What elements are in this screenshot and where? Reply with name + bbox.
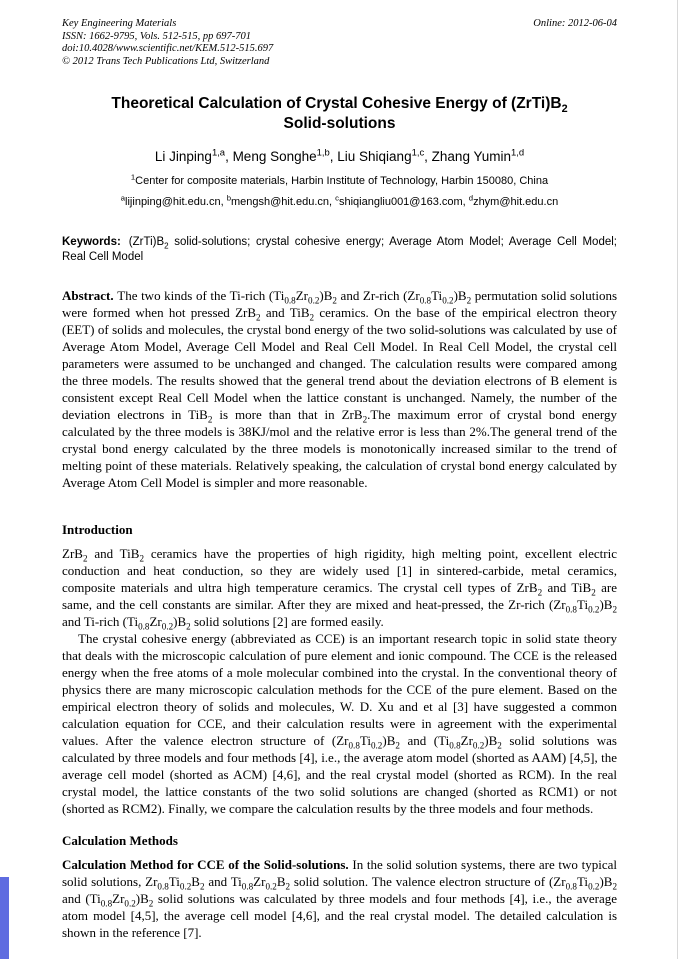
abstract-block (62, 287, 617, 491)
journal-name: Key Engineering Materials (62, 18, 177, 29)
authors-line: Li Jinping$^{1,a}$, Meng Songhe$^{1,b}$, Liu Shiqiang$^{1,c}$, Zhang Yumin$^{1,d}$ (154, 147, 525, 164)
keywords-text: $(ZrTi)B_2$ solid-solutions; crystal cohesive energy; Average Atom Model; Average Cell Model; Real Cell Model (62, 236, 617, 263)
online-date: Online: 2012-06-04 (533, 18, 617, 29)
emails-line: $^a$lijinping@hit.edu.cn, $^b$mengsh@hit.edu.cn, $^c$shiqiangliu001@163.com, $^d$zhym@hit.edu.cn (120, 193, 559, 208)
section-heading-calculation-methods: Calculation Methods (62, 833, 178, 848)
abstract-label: Abstract. (62, 288, 118, 303)
paper-title: Theoretical Calculation of Crystal Cohesive Energy of $(ZrTi)B_2$ Solid-solutions (111, 95, 568, 132)
calculation-method-lead: Calculation Method for CCE of the Solid-solutions. (62, 857, 353, 872)
abstract-text: The two kinds of the Ti-rich $(Ti_{0.8}Zr_{0.2})B_2$ and Zr-rich $(Zr_{0.8}Ti_{0.2})B_2$ permutation solid solutions were formed when hot pressed ZrB$_2$ and TiB$_2$ ceramics. On the base of the empirical electron theory (EET) of solids and molecules, the crystal bond energy of the two solid-solutions was calculated by use of Average Atom Model, Average Cell Model and Real Cell Model. In Real Cell Model, the crystal cell parameters were assumed to be unchanged and changed. The calculation results were compared among the three models. The results showed that the general trend about the deviation electrons of B element is consistent except Real Cell Model when the lattice constant is unchanged. Namely, the number of the deviation electrons in TiB$_2$ is more than that in ZrB$_2$.The maximum error of crystal bond energy calculated by the three models is 38KJ/mol and the relative error is less than 2%.The general trend of the crystal bond energy calculated by the three models is monotonically increased similar to the trend of melting point of these materials. Relatively speaking, the calculation of crystal bond energy calculated by Average Atom Cell Model is simpler and more reasonable. (62, 288, 618, 490)
intro-paragraph-2: The crystal cohesive energy (abbreviated as CCE) is an important research topic in solid state theory that deals with the microscopic calculation of pure element and ionic compound. The CCE is the released energy when the free atoms of a mole molecular combined into the crystal. In the conventional theory of physics there are many microscopic calculation methods for the CCE of the pure element. Based on the empirical electron theory of solids and molecules, W. D. Xu and et al [3] have suggested a common calculation equation for CCE, and their calculation results were in agreement with the experimental values. After the valence electron structure of $(Zr_{0.8}Ti_{0.2})B_2$ and $(Ti_{0.8}Zr_{0.2})B_2$ solid solutions was calculated by three models and four methods [4], i.e., the average atom model (shorted as AAM) [4,5], the average cell model (shorted as ACM) [4,6], and the real crystal model (shorted as RCM). In the real crystal model, the lattice constants of the two solid solutions are changed (shorted as RCM1) or not (shorted as RCM2). Finally, we compare the calculation results by the three models and four methods. (62, 631, 617, 816)
journal-header (62, 18, 617, 68)
keywords-block (62, 235, 617, 265)
section-heading-introduction: Introduction (62, 522, 133, 537)
blue-strip (0, 877, 9, 959)
journal-header-left (62, 18, 273, 68)
journal-header-right (533, 18, 617, 68)
doi-line: doi:10.4028/www.scientific.net/KEM.512-515.697 (62, 43, 274, 54)
issn-line: ISSN: 1662-9795, Vols. 512-515, pp 697-701 (62, 30, 251, 42)
calculation-method-text: In the solid solution systems, there are two typical solid solutions, $Zr_{0.8}Ti_{0.2}B_2$ and $Ti_{0.8}Zr_{0.2}B_2$ solid solution. The valence electron structure of $(Zr_{0.8}Ti_{0.2})B_2$ and $(Ti_{0.8}Zr_{0.2})B_2$ solid solutions was calculated by three models and four methods [4], i.e., the average atom model [4,5], the average cell model [4,6], and the real crystal model. The detailed calculation is shown in the reference [7]. (62, 857, 617, 940)
affiliation-line: $^1$Center for composite materials, Harbin Institute of Technology, Harbin 150080, China (130, 172, 549, 187)
intro-paragraph-1: ZrB$_2$ and TiB$_2$ ceramics have the properties of high rigidity, high melting point, excellent electric conduction and heat conduction, so they are widely used [1] in sintered-carbide, metal ceramics, composite materials and ultra high temperature ceramics. The crystal cell types of ZrB$_2$ and TiB$_2$ are same, and the cell constants are similar. After they are mixed and heat-pressed, the Zr-rich $(Zr_{0.8}Ti_{0.2})B_2$ and Ti-rich $(Ti_{0.8}Zr_{0.2})B_2$ solid solutions [2] are formed easily. (62, 546, 617, 632)
calculation-paragraph-1 (62, 856, 617, 941)
copyright-line: © 2012 Trans Tech Publications Ltd, Switzerland (62, 55, 270, 67)
keywords-label: Keywords: (62, 236, 121, 248)
